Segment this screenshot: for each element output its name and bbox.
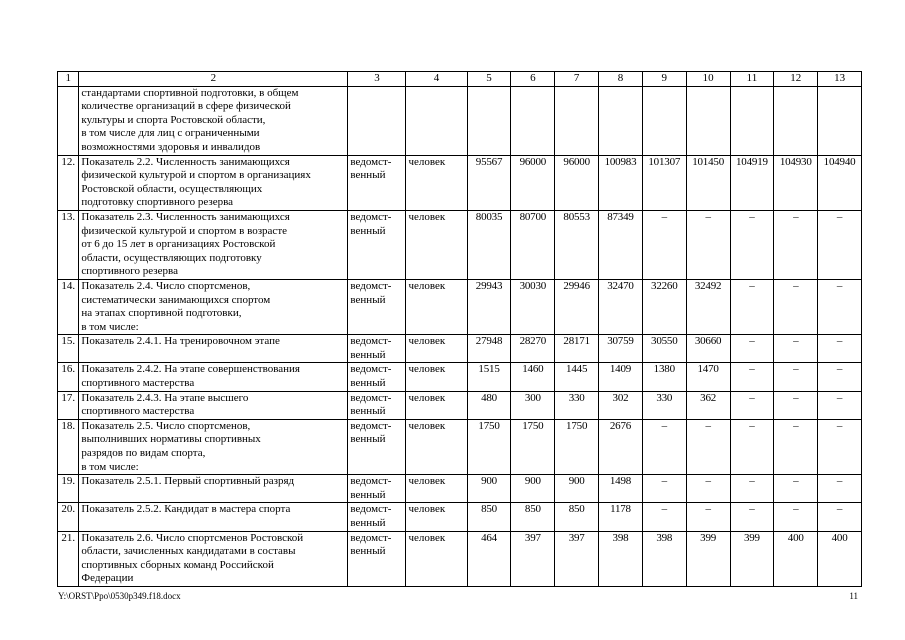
value-cell: 80700 [511, 210, 555, 279]
value-cell: 300 [511, 391, 555, 419]
indicator-name-line: Показатель 2.5. Число спортсменов, [81, 419, 251, 432]
row-number: 17. [58, 391, 79, 419]
indicator-name-line: подготовку спортивного резерва [81, 196, 234, 209]
row-number: 13. [58, 210, 79, 279]
value-cell: 1515 [467, 363, 511, 391]
indicator-name-line: Показатель 2.2. Численность занимающихся [81, 155, 290, 168]
value-cell: 1445 [555, 363, 599, 391]
table-row [58, 86, 862, 155]
data-source [348, 335, 406, 363]
value-cell: – [686, 210, 730, 279]
value-cell: 850 [511, 503, 555, 531]
value-cell: 302 [599, 391, 643, 419]
column-header: 2 [79, 72, 348, 87]
data-source-line: ведомст- [350, 475, 392, 488]
value-cell: 101307 [642, 155, 686, 210]
indicator-name-line: физической культурой и спортом в возрасте [81, 224, 288, 237]
row-number: 12. [58, 155, 79, 210]
value-cell: 96000 [555, 155, 599, 210]
value-cell: 397 [555, 531, 599, 586]
indicator-name-line: Показатель 2.4. Число спортсменов, [81, 279, 251, 292]
indicator-name [79, 391, 348, 419]
value-cell: – [818, 419, 862, 474]
value-cell: 1470 [686, 363, 730, 391]
value-cell: 1498 [599, 475, 643, 503]
column-header: 5 [467, 72, 511, 87]
indicator-name-line: спортивного мастерства [81, 405, 195, 418]
data-source-line: венный [350, 293, 386, 306]
value-cell: 32470 [599, 279, 643, 334]
document-file-path: Y:\ORST\Ppo\0530p349.f18.docx [58, 591, 181, 601]
indicator-name-line: Показатель 2.4.1. На тренировочном этапе [81, 335, 280, 348]
value-cell: – [730, 475, 774, 503]
column-header: 8 [599, 72, 643, 87]
value-cell: 400 [818, 531, 862, 586]
value-cell: – [774, 475, 818, 503]
indicator-name [79, 155, 348, 210]
indicator-name-line: области, зачисленных кандидатами в составы [81, 545, 296, 558]
indicator-name-line: Показатель 2.5.1. Первый спортивный разряд [81, 475, 295, 488]
data-source-line: венный [350, 377, 386, 390]
value-cell: 464 [467, 531, 511, 586]
value-cell: 1409 [599, 363, 643, 391]
value-cell: 28171 [555, 335, 599, 363]
value-cell: 900 [555, 475, 599, 503]
indicator-name-line: спортивного мастерства [81, 377, 195, 390]
indicator-name-line: количестве организаций в сфере физической [81, 100, 291, 113]
table-row [58, 363, 862, 391]
value-cell: – [730, 335, 774, 363]
indicator-name [79, 86, 348, 155]
row-number: 21. [58, 531, 79, 586]
value-cell: 2676 [599, 419, 643, 474]
value-cell: – [642, 503, 686, 531]
data-source [348, 391, 406, 419]
unit-of-measure: человек [406, 335, 467, 363]
value-cell: – [818, 363, 862, 391]
value-cell: 96000 [511, 155, 555, 210]
indicator-name-line: Показатель 2.5.2. Кандидат в мастера спорта [81, 503, 291, 516]
value-cell: 400 [774, 531, 818, 586]
value-cell [599, 86, 643, 155]
value-cell: 30030 [511, 279, 555, 334]
indicator-name-line: от 6 до 15 лет в организациях Ростовской [81, 238, 276, 251]
data-source [348, 155, 406, 210]
column-header: 10 [686, 72, 730, 87]
data-source-line: ведомст- [350, 363, 392, 376]
indicator-name-line: физической культурой и спортом в организациях [81, 169, 311, 182]
column-header: 11 [730, 72, 774, 87]
data-source [348, 86, 406, 155]
table-row [58, 279, 862, 334]
unit-of-measure: человек [406, 210, 467, 279]
row-number: 18. [58, 419, 79, 474]
indicator-name [79, 503, 348, 531]
row-number: 15. [58, 335, 79, 363]
table-row [58, 475, 862, 503]
indicator-name-line: в том числе для лиц с ограниченными [81, 127, 260, 140]
indicator-name [79, 210, 348, 279]
value-cell: 29943 [467, 279, 511, 334]
column-header: 6 [511, 72, 555, 87]
data-source-line: венный [350, 488, 386, 501]
value-cell: – [774, 210, 818, 279]
value-cell: – [818, 279, 862, 334]
indicator-name-line: Показатель 2.4.3. На этапе высшего [81, 391, 249, 404]
value-cell: 480 [467, 391, 511, 419]
value-cell [555, 86, 599, 155]
value-cell: – [730, 419, 774, 474]
indicator-name-line: Ростовской области, осуществляющих [81, 182, 263, 195]
value-cell: – [642, 475, 686, 503]
indicator-name-line: стандартами спортивной подготовки, в общем [81, 86, 299, 99]
indicator-name-line: спортивного резерва [81, 265, 178, 278]
data-source-line: ведомст- [350, 279, 392, 292]
value-cell: – [818, 335, 862, 363]
value-cell [774, 86, 818, 155]
row-number: 16. [58, 363, 79, 391]
data-source [348, 419, 406, 474]
indicator-name-line: Показатель 2.3. Численность занимающихся [81, 210, 290, 223]
value-cell: 900 [467, 475, 511, 503]
table-row [58, 155, 862, 210]
value-cell: 87349 [599, 210, 643, 279]
value-cell: – [818, 475, 862, 503]
value-cell: 398 [642, 531, 686, 586]
value-cell: 397 [511, 531, 555, 586]
value-cell [730, 86, 774, 155]
value-cell: 32260 [642, 279, 686, 334]
value-cell: – [730, 210, 774, 279]
column-header: 7 [555, 72, 599, 87]
value-cell: – [730, 503, 774, 531]
indicators-table [57, 71, 862, 587]
indicator-name-line: Федерации [81, 572, 134, 585]
data-source-line: ведомст- [350, 503, 392, 516]
value-cell: 399 [730, 531, 774, 586]
value-cell: 900 [511, 475, 555, 503]
row-number: 19. [58, 475, 79, 503]
value-cell: 362 [686, 391, 730, 419]
indicator-name-line: спортивных сборных команд Российской [81, 558, 274, 571]
indicator-name [79, 475, 348, 503]
value-cell: 32492 [686, 279, 730, 334]
value-cell: – [730, 363, 774, 391]
value-cell: – [730, 391, 774, 419]
value-cell: 80035 [467, 210, 511, 279]
value-cell: 850 [467, 503, 511, 531]
value-cell: – [730, 279, 774, 334]
unit-of-measure: человек [406, 155, 467, 210]
value-cell: 28270 [511, 335, 555, 363]
unit-of-measure: человек [406, 363, 467, 391]
column-header: 13 [818, 72, 862, 87]
indicator-name-line: Показатель 2.4.2. На этапе совершенствования [81, 363, 300, 376]
data-source-line: ведомст- [350, 391, 392, 404]
data-source-line: венный [350, 348, 386, 361]
value-cell: – [774, 363, 818, 391]
value-cell: 30660 [686, 335, 730, 363]
column-header: 3 [348, 72, 406, 87]
unit-of-measure: человек [406, 279, 467, 334]
table-row [58, 419, 862, 474]
unit-of-measure: человек [406, 531, 467, 586]
data-source [348, 363, 406, 391]
value-cell: – [686, 503, 730, 531]
value-cell: 1750 [467, 419, 511, 474]
indicator-name [79, 335, 348, 363]
value-cell [686, 86, 730, 155]
value-cell: – [818, 503, 862, 531]
value-cell: 1380 [642, 363, 686, 391]
data-source-line: ведомст- [350, 155, 392, 168]
data-source-line: венный [350, 169, 386, 182]
data-source [348, 210, 406, 279]
indicator-name-line: выполнивших нормативы спортивных [81, 433, 261, 446]
data-source [348, 503, 406, 531]
value-cell: 95567 [467, 155, 511, 210]
data-source-line: ведомст- [350, 531, 392, 544]
row-number: 20. [58, 503, 79, 531]
value-cell: 104940 [818, 155, 862, 210]
value-cell: 104930 [774, 155, 818, 210]
unit-of-measure: человек [406, 475, 467, 503]
indicator-name [79, 531, 348, 586]
table-row [58, 210, 862, 279]
value-cell: 104919 [730, 155, 774, 210]
value-cell [642, 86, 686, 155]
table-row [58, 503, 862, 531]
row-number [58, 86, 79, 155]
column-number-header-row [58, 72, 862, 87]
value-cell: 1178 [599, 503, 643, 531]
value-cell: 850 [555, 503, 599, 531]
table-row [58, 391, 862, 419]
data-source-line: венный [350, 224, 386, 237]
value-cell [511, 86, 555, 155]
data-source [348, 279, 406, 334]
column-header: 12 [774, 72, 818, 87]
unit-of-measure: человек [406, 503, 467, 531]
page-number: 11 [849, 591, 858, 601]
indicator-name-line: Показатель 2.6. Число спортсменов Ростовской [81, 531, 304, 544]
unit-of-measure [406, 86, 467, 155]
value-cell [467, 86, 511, 155]
value-cell [818, 86, 862, 155]
value-cell: 100983 [599, 155, 643, 210]
indicator-name-line: систематически занимающихся спортом [81, 293, 271, 306]
value-cell: – [774, 503, 818, 531]
value-cell: 1750 [511, 419, 555, 474]
value-cell: 30550 [642, 335, 686, 363]
indicator-name-line: культуры и спорта Ростовской области, [81, 113, 266, 126]
column-header: 9 [642, 72, 686, 87]
value-cell: 80553 [555, 210, 599, 279]
data-source [348, 475, 406, 503]
indicator-name [79, 363, 348, 391]
value-cell: 101450 [686, 155, 730, 210]
data-source-line: венный [350, 405, 386, 418]
unit-of-measure: человек [406, 419, 467, 474]
value-cell: 399 [686, 531, 730, 586]
value-cell: 330 [642, 391, 686, 419]
indicator-name [79, 419, 348, 474]
indicator-name-line: в том числе: [81, 320, 139, 333]
table-row [58, 335, 862, 363]
value-cell: – [818, 391, 862, 419]
value-cell: – [642, 210, 686, 279]
indicator-name-line: возможностями здоровья и инвалидов [81, 140, 261, 153]
unit-of-measure: человек [406, 391, 467, 419]
data-source-line: ведомст- [350, 419, 392, 432]
value-cell: 30759 [599, 335, 643, 363]
data-source-line: венный [350, 433, 386, 446]
value-cell: – [642, 419, 686, 474]
value-cell: 29946 [555, 279, 599, 334]
value-cell: 330 [555, 391, 599, 419]
value-cell: – [774, 419, 818, 474]
value-cell: – [774, 391, 818, 419]
column-header: 1 [58, 72, 79, 87]
indicator-name [79, 279, 348, 334]
value-cell: – [818, 210, 862, 279]
value-cell: 398 [599, 531, 643, 586]
row-number: 14. [58, 279, 79, 334]
value-cell: – [686, 419, 730, 474]
data-source-line: ведомст- [350, 210, 392, 223]
table-row [58, 531, 862, 586]
indicator-name-line: на этапах спортивной подготовки, [81, 307, 242, 320]
value-cell: 1750 [555, 419, 599, 474]
value-cell: – [774, 335, 818, 363]
indicator-name-line: области, осуществляющих подготовку [81, 251, 262, 264]
column-header: 4 [406, 72, 467, 87]
data-source [348, 531, 406, 586]
data-source-line: венный [350, 545, 386, 558]
indicator-name-line: в том числе: [81, 460, 139, 473]
value-cell: 1460 [511, 363, 555, 391]
value-cell: – [686, 475, 730, 503]
indicator-name-line: разрядов по видам спорта, [81, 447, 206, 460]
data-source-line: венный [350, 517, 386, 529]
data-source-line: ведомст- [350, 335, 392, 348]
value-cell: – [774, 279, 818, 334]
value-cell: 27948 [467, 335, 511, 363]
